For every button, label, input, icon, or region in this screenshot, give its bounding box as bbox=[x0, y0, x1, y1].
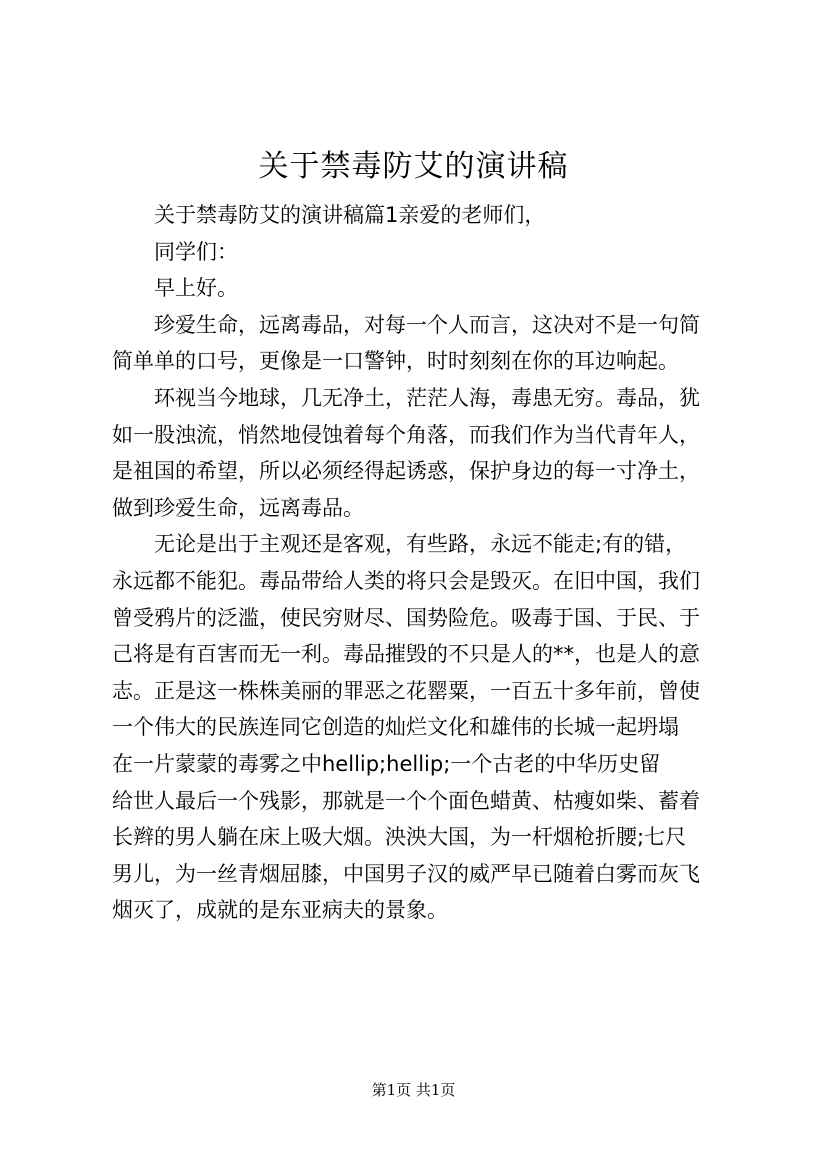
paragraph-line: 环视当今地球，几无净土，茫茫人海，毒患无穷。毒品，犹 bbox=[154, 385, 700, 410]
document-title: 关于禁毒防艾的演讲稿 bbox=[258, 149, 569, 184]
paragraph-line: 无论是出于主观还是客观，有些路，永远不能走;有的错， bbox=[154, 532, 687, 557]
paragraph-line: 男儿，为一丝青烟屈膝，中国男子汉的威严早已随着白雾而灰飞 bbox=[112, 861, 700, 886]
paragraph-line: 永远都不能犯。毒品带给人类的将只会是毁灭。在旧中国，我们 bbox=[112, 568, 700, 593]
paragraph-line: 在一片蒙蒙的毒雾之中hellip;hellip;一个古老的中华历史留 bbox=[112, 751, 661, 776]
paragraph-line: 给世人最后一个残影，那就是一个个面色蜡黄、枯瘦如柴、蓄着 bbox=[112, 788, 700, 813]
paragraph-line: 关于禁毒防艾的演讲稿篇1亲爱的老师们， bbox=[154, 203, 546, 227]
page-footer: 第1页 共1页 bbox=[371, 1081, 456, 1099]
paragraph-line: 珍爱生命，远离毒品，对每一个人而言，这决对不是一句简 bbox=[154, 312, 700, 337]
paragraph-line: 做到珍爱生命，远离毒品。 bbox=[112, 495, 364, 520]
paragraph-line: 同学们： bbox=[154, 239, 238, 264]
paragraph-line: 简单单的口号，更像是一口警钟，时时刻刻在你的耳边响起。 bbox=[112, 349, 679, 374]
paragraph-line: 烟灭了，成就的是东亚病夫的景象。 bbox=[112, 898, 448, 923]
paragraph-line: 志。正是这一株株美丽的罪恶之花罂粟，一百五十多年前，曾使 bbox=[112, 678, 700, 703]
paragraph-line: 一个伟大的民族连同它创造的灿烂文化和雄伟的长城一起坍塌 bbox=[112, 715, 679, 740]
document-body bbox=[112, 197, 740, 929]
paragraph-line: 曾受鸦片的泛滥，使民穷财尽、国势险危。吸毒于国、于民、于 bbox=[112, 605, 700, 630]
paragraph-line: 如一股浊流，悄然地侵蚀着每个角落，而我们作为当代青年人， bbox=[112, 422, 700, 447]
paragraph-line: 己将是有百害而无一利。毒品摧毁的不只是人的**，也是人的意 bbox=[112, 642, 700, 667]
paragraph-line: 长辫的男人躺在床上吸大烟。泱泱大国，为一杆烟枪折腰;七尺 bbox=[112, 825, 687, 850]
paragraph-line: 是祖国的希望，所以必须经得起诱惑，保护身边的每一寸净土， bbox=[112, 459, 700, 484]
paragraph-line: 早上好。 bbox=[154, 276, 238, 301]
